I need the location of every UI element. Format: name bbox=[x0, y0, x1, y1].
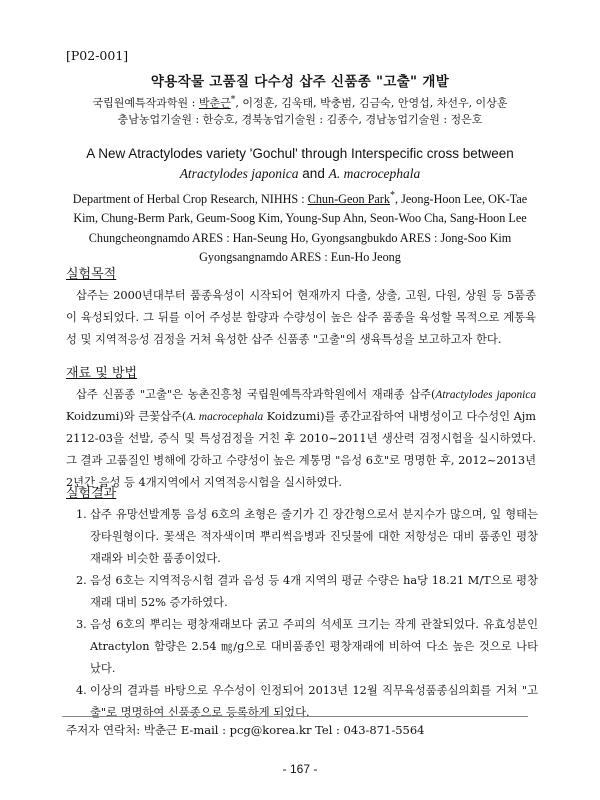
result-item bbox=[76, 614, 538, 680]
korean-title: 약용작물 고품질 다수성 삽주 신품종 "고출" 개발 bbox=[150, 74, 450, 90]
result-number: 4. bbox=[76, 684, 87, 697]
methods-text-3: Koidzumi)를 종간교잡하여 내병성이고 다수성인 Ajm 2112-03을 선발, 증식 및 특성검정을 거친 후 2010~2011년 생산력 검정시험을 실시하였다. 그 결과 고품질인 병해에 강하고 수량성이 높은 계통명 "음성 6호"로 명명한 후, 2012~2013년 2년간 음성 등 4개지역에서 지역적응시험을 실시하였다. bbox=[66, 410, 536, 489]
page-number: - 167 - bbox=[282, 762, 318, 776]
methods-species-2: A. macrocephala bbox=[186, 411, 264, 423]
contact-info: 주저자 연락처: 박춘근 E-mail : pcg@korea.kr Tel : 043-871-5564 bbox=[66, 723, 425, 737]
methods-species-1: Atractylodes japonica bbox=[435, 389, 536, 401]
english-aff1-prefix: Department of Herbal Crop Research, NIHHS : bbox=[72, 192, 308, 207]
korean-presenter: 박춘근 bbox=[198, 96, 231, 110]
results-list bbox=[76, 504, 538, 724]
english-aff-line4: Gyongsangnamdo ARES : Eun-Ho Jeong bbox=[199, 250, 401, 265]
result-text: 이상의 결과를 바탕으로 우수성이 인정되어 2013년 12월 직무육성품종심의회를 거쳐 "고출"로 명명하여 신품종으로 등록하게 되었다. bbox=[90, 684, 538, 719]
methods-text-1: 삽주 신품종 "고출"은 농촌진흥청 국립원예특작과학원에서 재래종 삽주( bbox=[76, 388, 436, 401]
footer-divider bbox=[62, 716, 528, 717]
corresponding-mark: * bbox=[230, 94, 236, 105]
english-aff-line1 bbox=[40, 186, 560, 209]
objective-text: 삽주는 2000년대부터 품종육성이 시작되어 현재까지 다출, 상출, 고원, 다원, 상원 등 5품종이 육성되었다. 그 뒤를 이어 주성분 함량과 수량성이 높은 삽주 품종을 육성할 목적으로 계통육성 및 지역적응성 검정을 거쳐 육성한 삽주 신품종 "고출"의 생육특성을 보고하고자 한다. bbox=[66, 289, 536, 346]
poster-code: [P02-001] bbox=[66, 48, 129, 63]
korean-affiliation-nihhs: 국립원예특작과학원 : bbox=[92, 96, 199, 110]
species-macrocephala: A. macrocephala bbox=[328, 166, 421, 181]
result-text: 음성 6호의 뿌리는 평창재래보다 굵고 주피의 석세포 크기는 작게 관찰되었다. 유효성분인 Atractylon 함량은 2.54 ㎎/g으로 대비품종인 평창재래에 비하여 다소 높은 것으로 나타났다. bbox=[90, 618, 538, 675]
methods-text-2: Koidzumi)와 큰꽃삽주( bbox=[66, 410, 187, 423]
korean-coauthors: , 이정훈, 김욱태, 박충범, 김금숙, 안영섭, 차선우, 이상훈 bbox=[235, 96, 508, 110]
result-number: 3. bbox=[76, 618, 87, 631]
result-item bbox=[76, 570, 538, 614]
korean-authors-line2: 충남농업기술원 : 한승호, 경북농업기술원 : 김종수, 경남농업기술원 : 정은호 bbox=[117, 113, 483, 126]
objective-heading: 실험목적 bbox=[66, 267, 117, 282]
english-title-line2 bbox=[40, 164, 560, 184]
objective-paragraph bbox=[66, 285, 536, 351]
english-title bbox=[40, 144, 560, 184]
methods-heading: 재료 및 방법 bbox=[66, 366, 138, 381]
species-japonica: Atractylodes japonica bbox=[179, 166, 299, 181]
english-aff1-rest: , Jeong-Hoon Lee, OK-Tae bbox=[395, 192, 528, 207]
english-aff-line3: Chungcheongnamdo ARES : Han-Seung Ho, Gyongsangbukdo ARES : Jong-Soo Kim bbox=[88, 230, 512, 245]
english-aff-line2: Kim, Chung-Berm Park, Geum-Soog Kim, Young-Sup Ahn, Seon-Woo Cha, Sang-Hoon Lee bbox=[73, 211, 527, 226]
result-number: 1. bbox=[76, 508, 87, 521]
and-word: and bbox=[298, 166, 329, 181]
english-title-line1: A New Atractylodes variety 'Gochul' through Interspecific cross between bbox=[86, 146, 514, 161]
results-heading: 실험결과 bbox=[66, 486, 117, 501]
english-affiliations bbox=[40, 186, 560, 268]
methods-paragraph bbox=[66, 384, 536, 494]
english-corresponding-mark: * bbox=[389, 190, 396, 201]
result-text: 삽주 유망선발계통 음성 6호의 초형은 줄기가 긴 장간형으로서 분지수가 많으며, 잎 형태는 장타원형이다. 꽃색은 적자색이며 뿌리썩음병과 진딧물에 대한 저항성은 대비 품종인 평창재래와 비슷한 품종이었다. bbox=[90, 508, 538, 565]
result-item bbox=[76, 504, 538, 570]
english-presenter: Chun-Geon Park bbox=[307, 192, 390, 207]
result-text: 음성 6호는 지역적응시험 결과 음성 등 4개 지역의 평균 수량은 ha당 18.21 M/T으로 평창재래 대비 52% 증가하였다. bbox=[90, 574, 538, 609]
result-number: 2. bbox=[76, 574, 87, 587]
result-item bbox=[76, 680, 538, 724]
